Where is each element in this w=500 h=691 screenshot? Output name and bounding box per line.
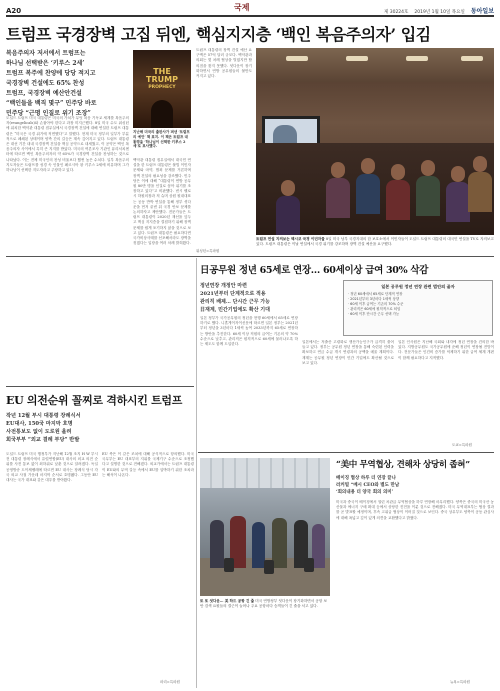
- issue-number: 제 30224호: [383, 10, 409, 15]
- article2-body-col1: 일본 정부가 국가공무원의 정년을 현행 60세에서 65세로 연장하기로 했다. 니혼게이자이신문에 따르면 일본 정부는 2021년부터 정년을 3년마다 1세씩 높여 2033년까지 65세로 연장하는 방안을 추진한다. 60세 이상 직원의 급여는 기존의 약 70% 수준으로 낮추고, 관리직은 원칙적으로 60세에 물러나도록 하는 제도도 함께 도입한다.: [200, 316, 298, 347]
- article3-subhead: EU대사, 150국 마지막 호명: [6, 421, 73, 427]
- article1-subhead: “백인들을 백직 몇구” 민주당 바로: [6, 100, 97, 107]
- summary-box-row: · 60세 이후 단시간 근무 선택 가능: [348, 312, 400, 317]
- article1-body-col3: 트럼프 대통령의 장벽 건설 예산 요구액은 57억 달러 규모다. 백악관과 의회는 몇 차례 협상을 벌였지만 합의점을 찾지 못했다. 셧다운이 장기화하면서 연방 공무원들의 불만도 커지고 있다.: [196, 48, 252, 79]
- person-head: [391, 164, 405, 180]
- person-head: [473, 156, 487, 172]
- article4-body: 미국과 중국이 베이징에서 열린 차관급 무역협상을 하루 연장해 마무리했다. 양측은 중국의 미국산 농산물과 에너지 구매 확대 등에서 상당한 진전을 이룬 것으로 전해졌다. 미국 무역대표부는 협상 결과를 곧 발표할 예정이며, 후속 고위급 협상이 이어질 것으로 보인다. 중국 상무부도 양측이 공동 관심사에 대해 폭넓고 깊이 있게 의견을 교환했다고 밝혔다.: [336, 500, 494, 520]
- luggage: [264, 560, 274, 574]
- page-number: A20: [6, 7, 22, 15]
- airport-caption-text: 미국 연방정부 셧다운이 장기화하면서 공항 보안 검색 요원들의 결근이 늘어나 주요 공항마다 승객들이 긴 줄을 서고 있다.: [200, 599, 327, 608]
- pension-law-summary-box: [343, 280, 493, 336]
- article3-subhead: 작년 12월 부시 대통령 장례식서: [6, 413, 81, 419]
- section-divider: [6, 256, 494, 257]
- article2-body-col3: 일본 인사원은 지난해 국회와 내각에 정년 연장을 건의한 바 있다. 지방공무원도 국가공무원에 준해 정년이 연장될 전망이다. 전문가들은 인건비 증가를 억제하기 위한 급여 체계 개편이 함께 필요하다고 지적했다.: [398, 340, 494, 360]
- person-head: [331, 162, 345, 178]
- newspaper-brand: 동아일보: [470, 8, 494, 15]
- article4-subhead: 베이징 협상 하루 더 연장 끝나: [336, 476, 396, 481]
- book-cover-figure: [151, 100, 173, 128]
- article4-byline: 뉴욕=특파원: [450, 680, 470, 684]
- article1-subhead: 복음주의자 저서에서 트럼프는: [6, 50, 86, 57]
- article1-subhead: 민주당 “근명 인질로 위기 조장”: [6, 110, 91, 117]
- article1-subhead: 트럼프, 국경장벽 예산안건설: [6, 90, 82, 97]
- article1-body-col1: 도널드 트럼프 미국 대통령은 미국의 가치가 무엇 복음 기독교 세계를 복음주의자(evangelicals)와 손잡아야 한다고 과장 미지근했다. 8일 미국 수도 워싱턴에 위치한 백악관 대통령 집무실에서 국경장벽 건설에 대해 연설한 트럼프 대통령은 “미국은 국경 위기에 직면했다”고 말했다. 현재 미국 정부의 일부가 부분적으로 폐쇄된 상태이며 양측 간의 갈등은 계속 깊어지고 있다. 트럼프 대통령은 대선 기간 내내 국경장벽 건설을 핵심 공약으로 내세웠고, 이 공약은 백인 복음주의자 사이에서 특히 큰 지지를 받았다. 미국의 여론조사 기관인 퓨리서치센터에 따르면 백인 복음주의자의 약 65%가 국경장벽 건설을 찬성하는 것으로 나타났다. 이는 전체 미국인의 찬성 비율보다 훨씬 높은 수치다. 일부 복음주의 지도자들은 트럼프를 성경 속 인물인 페르시아 왕 키루스 2세에 비유하며 그가 하나님이 선택한 지도자라고 주장하고 있다.: [6, 116, 129, 173]
- luggage: [224, 558, 234, 572]
- article2-subhead: 관리직 배제… 단시간 근무 가능: [200, 299, 270, 305]
- book-title-line: THE: [153, 67, 171, 76]
- airport-queue-photo: [200, 458, 330, 596]
- article3-byline: 파리=특파원: [160, 680, 180, 684]
- article2-byline: 도쿄=특파원: [452, 443, 472, 447]
- traveler: [210, 520, 224, 568]
- book-cover-caption: 지난해 미국의 출판사가 펴낸 ‘트럼프의 예언’ 책 표지. 이 책은 트럼프 대통령을 ‘하나님이 선택한 키루스 2세’로 묘사했다.: [133, 130, 190, 149]
- main-photo-caption-text: 8일 미국 남부 국경지대의 한 보호소에서 이민자들이 도널드 트럼프 대통령의 대국민 연설을 TV로 지켜보고 있다. 트럼프 대통령은 이날 연설에서 국경 위기를 강조하며 장벽 건설 예산을 요구했다.: [256, 237, 494, 246]
- person: [386, 180, 410, 220]
- main-photo-caption: [256, 237, 494, 247]
- book-cover-title: [137, 68, 187, 92]
- person: [276, 196, 300, 235]
- article1-subhead: 국경장벽 건설에도 65% 찬성: [6, 80, 85, 87]
- person: [446, 182, 470, 222]
- airport-caption-title: 또 또 셧다운… 美 하드 공항 긴 줄: [200, 599, 255, 603]
- article2-subheads: [200, 282, 300, 314]
- article1-subhead: 트럼프 복주에 찬양에 당당 적지고: [6, 70, 96, 77]
- article3-body-col1: 도널드 트럼프 미국 행정부가 지난해 12월 조지 H W 부시 전 대통령 장례식에서 유럽연합(EU) 대사의 외교 의전 순위를 사전 통보 없이 최하위로 낮춘 것으로 알려졌다. 독일 공영방송 도이체벨레에 따르면 EU 대사는 장례식 당시 각국 외교 사절 가운데 마지막 순서로 호명됐다. 그동안 EU 대사는 국가 대표와 같은 대우를 받아왔다.: [6, 452, 98, 483]
- article1-headline: 트럼프 국경장벽 고집 뒤엔, 핵심지지층 ‘백인 복음주의자’ 입김: [6, 25, 431, 44]
- summary-box-row: · 60세 이후 급여는 기존의 70% 수준: [348, 302, 404, 307]
- article1-byline: 워싱턴=특파원: [196, 249, 220, 253]
- person: [326, 178, 350, 218]
- person-head: [281, 180, 295, 196]
- immigrants-watching-tv-photo: [256, 48, 494, 235]
- person: [468, 172, 492, 212]
- person: [356, 174, 380, 214]
- issue-date: 2019년 1월 10일 목요일: [414, 10, 465, 15]
- book-title-line: TRUMP: [146, 75, 178, 84]
- article4-headline: “美中 무역협상, 견해차 상당히 좁혀”: [336, 460, 470, 470]
- ceiling-light: [406, 56, 428, 61]
- article2-subhead: 日재계, 민간기업에도 확산 기대: [200, 307, 270, 313]
- book-cover-photo: [133, 50, 191, 128]
- article3-subhead: 사전통보도 없이 도로원 올려: [6, 429, 72, 435]
- section-divider: [6, 386, 194, 387]
- main-photo-caption-title: 트럼프 연설 지켜보는 멕시코 국경 이민자들: [256, 237, 325, 241]
- section-label: 국제: [234, 3, 250, 12]
- airport-ceiling: [200, 458, 330, 488]
- summary-box-row: · 2021년부터 3년마다 1세씩 상향: [348, 297, 400, 302]
- photo-ceiling: [256, 48, 494, 82]
- traveler: [272, 518, 287, 568]
- airport-photo-caption: [200, 599, 330, 609]
- ceiling-light: [286, 56, 308, 61]
- masthead-meta: [384, 6, 494, 15]
- person-head: [451, 166, 465, 182]
- article3-subhead: 회국부부 “외교 결례 부당” 반발: [6, 437, 80, 443]
- luggage: [304, 558, 314, 572]
- article2-headline: 日공무원 정년 65세로 연장… 60세이상 급여 30% 삭감: [200, 265, 429, 276]
- summary-box-row: · 정년 60세에서 65세로 단계적 연장: [348, 292, 403, 296]
- article4-subhead: 러커빌 “메시 CEO와 별도 만남: [336, 483, 400, 488]
- ceiling-light: [461, 56, 483, 61]
- article3-body-col2: EU 측은 이 같은 조치에 대해 공식적으로 항의했다. 미국 국무부는 EU 대표부의 지위를 국제기구 수준으로 조정했다고 설명한 것으로 전해졌다. 외교가에서는 트럼프 대통령이 EU와의 무역 갈등 속에서 EU를 압박하기 위한 조치라는 해석이 나온다.: [102, 452, 194, 477]
- article2-subhead: 정년연장 개정안 마련: [200, 283, 247, 289]
- person: [416, 176, 440, 216]
- article4-subheads: [336, 475, 494, 496]
- article3-subheads: [6, 412, 196, 444]
- ceiling-light: [346, 56, 368, 61]
- masthead: [6, 3, 494, 17]
- article1-subhead: 하나님 선택받은 ‘키루스 2세’: [6, 60, 85, 67]
- summary-box-row: · 관리직은 60세에 원칙적으로 퇴임: [348, 307, 401, 312]
- person-head: [421, 160, 435, 176]
- article1-subheads: [6, 49, 129, 119]
- article1-body-col2: 백악관 대통령 집무실에서 대국민 연설을 한 트럼프 대통령은 불법 이민자 문제와 마약, 범죄 문제를 거론하며 장벽 건설의 필요성을 강조했다. 민주당은 이에 대해 “대통령이 연방 공무원 80만 명을 인질로 삼아 위기를 조장하고 있다”고 비판했다. 낸시 펠로시 하원의장과 척 슈머 상원 원내대표는 공동 반박 연설을 통해 정부 셧다운을 먼저 끝낸 뒤 국경 안보 문제를 논의하자고 제안했다. 전문가들은 트럼프 대통령이 2020년 재선을 앞두고 핵심 지지층을 결집하기 위해 장벽 문제를 쉽게 포기하지 않을 것으로 보고 있다. 트럼프 대통령은 필요하다면 국가비상사태를 선포해서라도 장벽을 짓겠다는 입장을 여러 차례 밝혀왔다.: [133, 158, 191, 246]
- article3-headline: EU 의전순위 꼴찌로 격하시킨 트럼프: [6, 394, 183, 407]
- article4-subhead: ‘회의내용 더 양국 회의 의미’: [336, 490, 394, 495]
- article2-body-col2: 일본에서는 저출산 고령화로 생산가능인구가 급격히 줄어들고 있다. 정부는 공무원 정년 연장을 통해 숙련된 인력을 확보하고 연금 수급 개시 연령과의 공백을 메울 계획이다. 재계는 공무원 정년 연장이 민간 기업에도 확산될 것으로 보고 있다.: [302, 340, 394, 365]
- section-divider: [198, 452, 494, 453]
- person-head: [361, 158, 375, 174]
- article2-subhead: 2021년부터 단계적으로 적용: [200, 291, 266, 297]
- column-divider: [196, 258, 197, 688]
- book-title-line: PROPHECY: [148, 85, 176, 90]
- summary-box-title: 일본 공무원 정년 연장 관련 법안의 골자: [381, 284, 455, 289]
